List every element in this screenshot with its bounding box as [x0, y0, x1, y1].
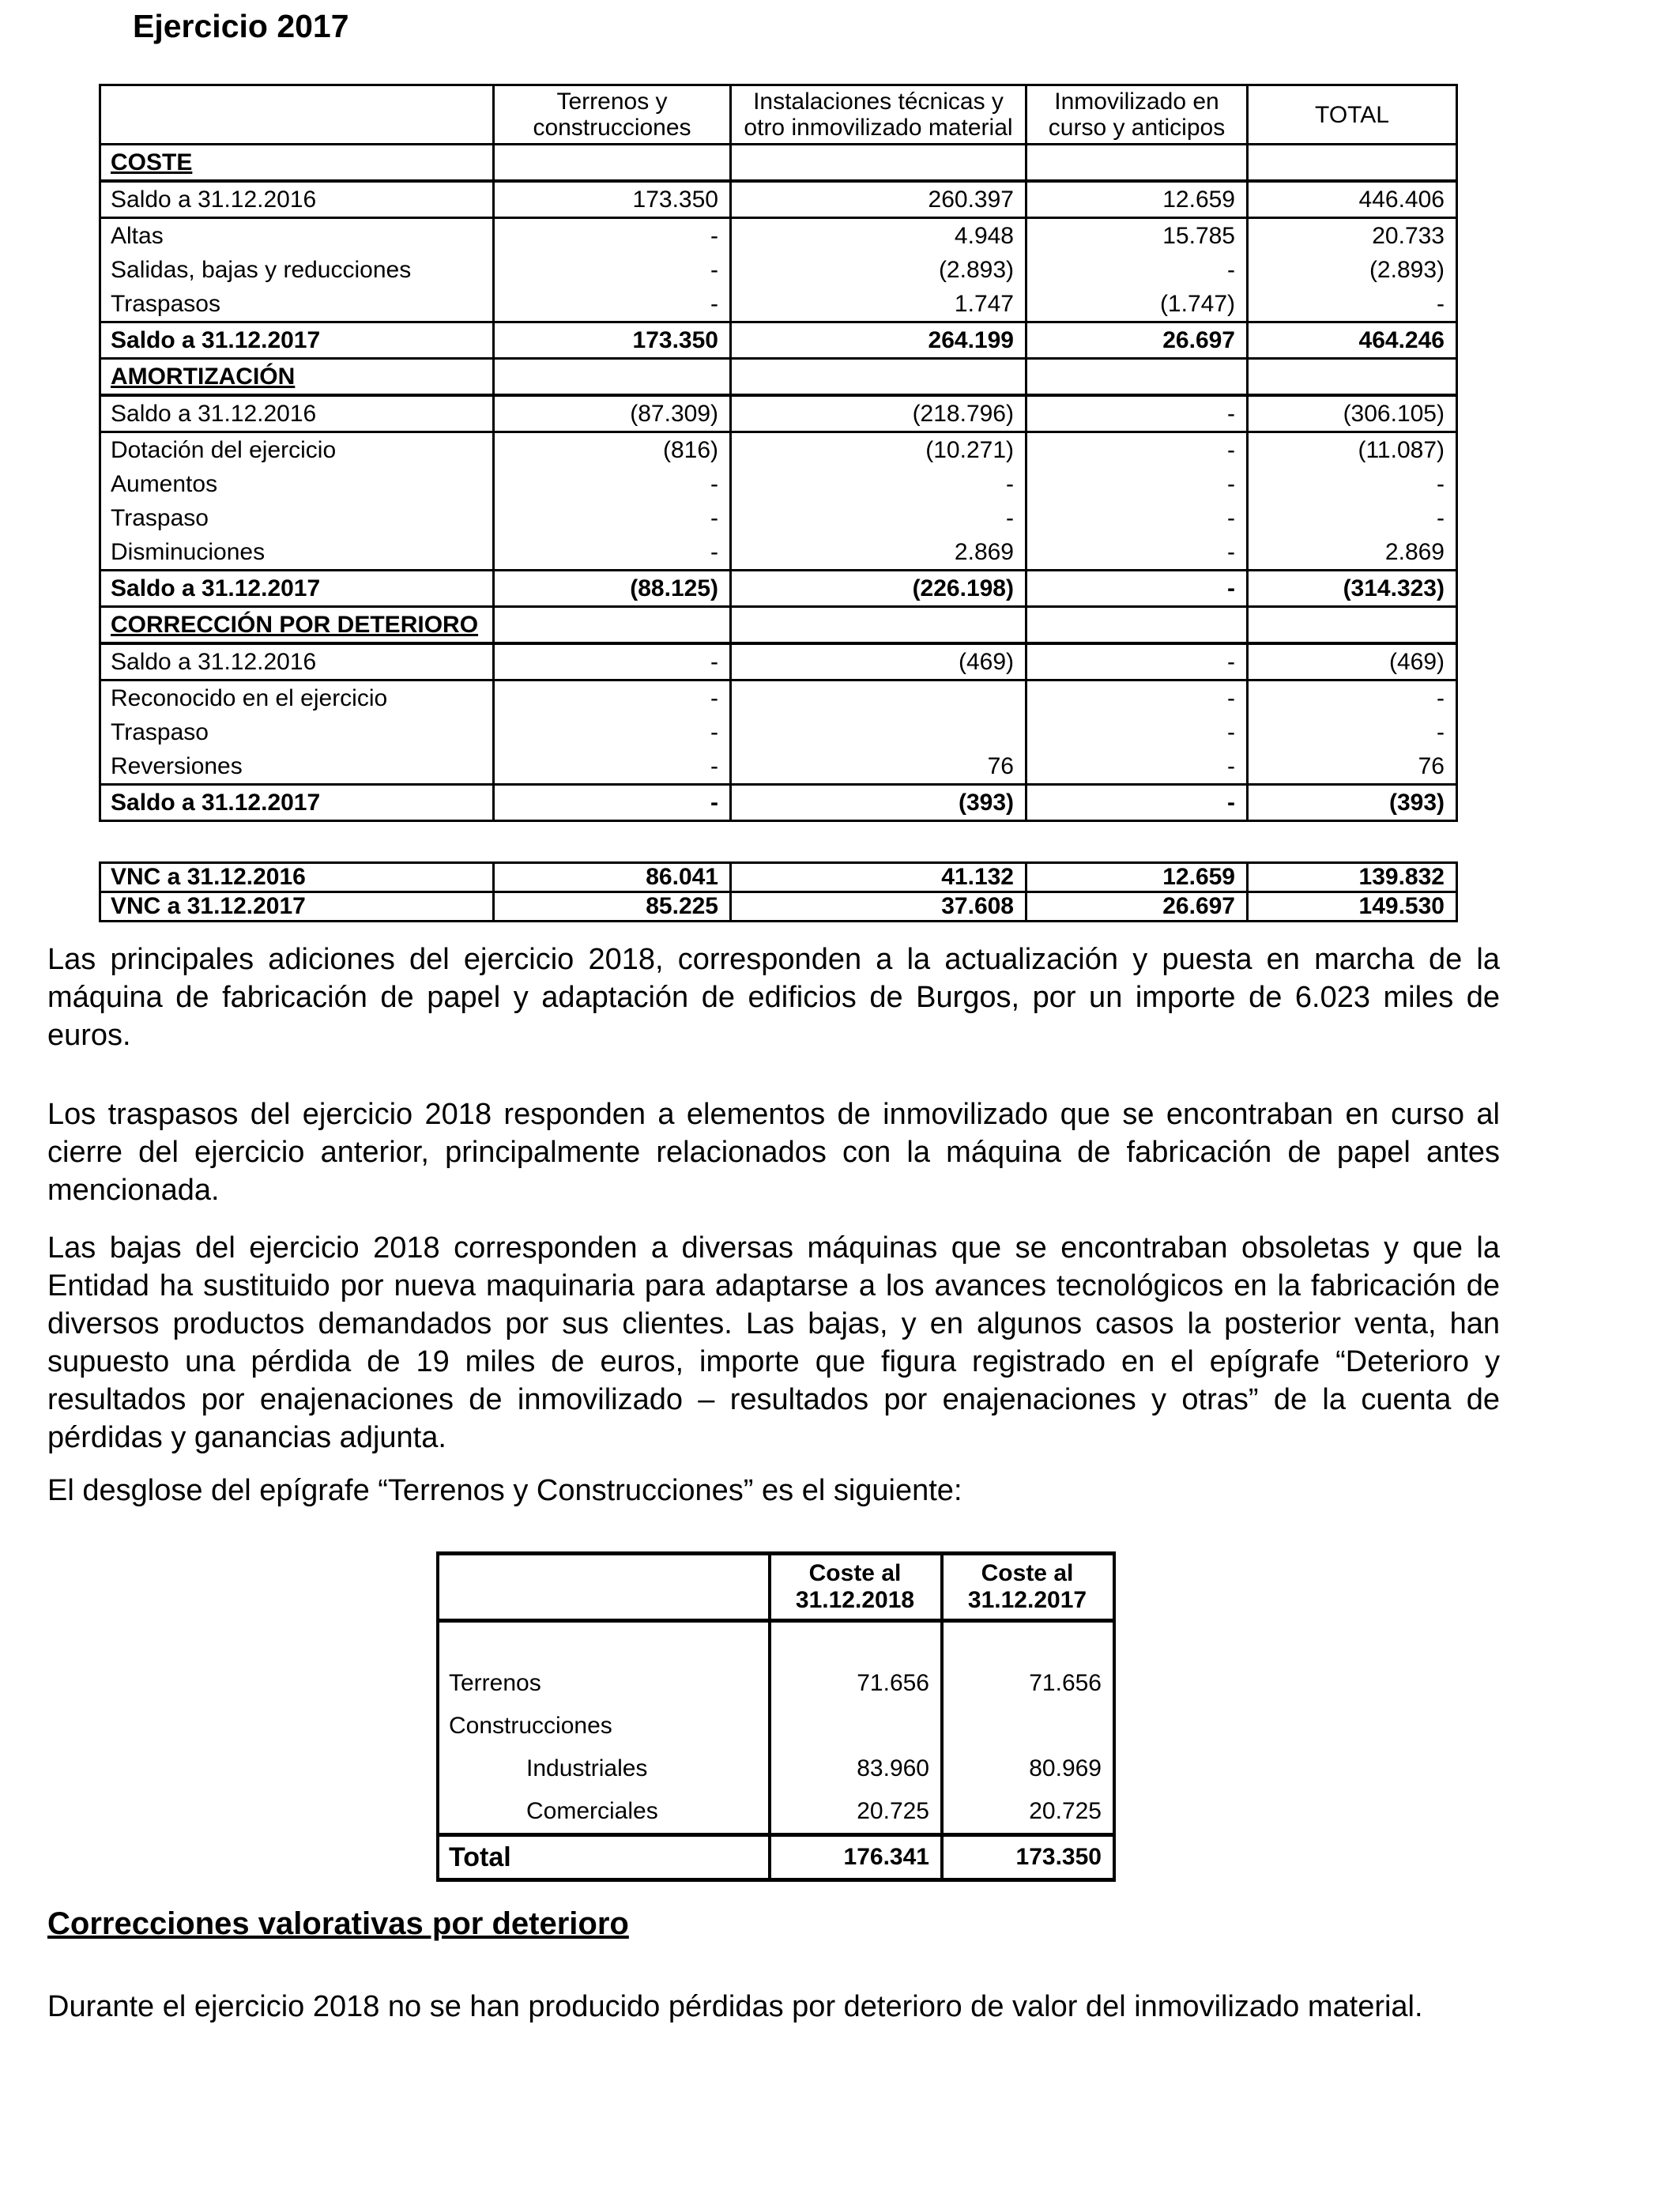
cell-2017: 71.656	[942, 1662, 1114, 1705]
table-row	[100, 680, 1457, 716]
row-label: Industriales	[438, 1747, 770, 1790]
vnc-row	[100, 892, 1457, 922]
cell-terrenos: -	[494, 467, 731, 501]
row-label: Traspaso	[100, 501, 494, 535]
paragraph-bajas: Las bajas del ejercicio 2018 corresponden a diversas máquinas que se encontraban obsoletas y que la Entidad ha sustituido por nueva maquinaria para adaptarse a los avances tecnológicos en la fabricación de diversos productos demandados por sus clientes. Las bajas, y en algunos casos la posterior venta, han supuesto una pérdida de 19 miles de euros, importe que figura registrado en el epígrafe “Deterioro y resultados por enajenaciones de inmovilizado – resultados por enajenaciones y otras” de la cuenta de pérdidas y ganancias adjunta.	[47, 1231, 1500, 1454]
cell-2018	[770, 1705, 942, 1747]
cell-total: (393)	[1248, 785, 1457, 821]
cell-total: 446.406	[1248, 181, 1457, 218]
cell-total: 464.246	[1248, 322, 1457, 359]
table-spacer-row	[100, 821, 1457, 863]
cell-instalaciones	[731, 607, 1026, 644]
cell-inmovilizado-curso: -	[1026, 680, 1248, 716]
cell-inmovilizado-curso: -	[1026, 571, 1248, 607]
table-row	[100, 715, 1457, 749]
cell-inmovilizado-curso: -	[1026, 253, 1248, 287]
row-label: Construcciones	[438, 1705, 770, 1747]
table-row	[100, 253, 1457, 287]
cell-terrenos: -	[494, 715, 731, 749]
cell-instalaciones	[731, 680, 1026, 716]
paragraph-desglose-intro: El desglose del epígrafe “Terrenos y Construcciones” es el siguiente:	[47, 1474, 962, 1507]
paragraph-correcciones: Durante el ejercicio 2018 no se han producido pérdidas por deterioro de valor del inmovilizado material.	[47, 1990, 1423, 2023]
row-label: Reconocido en el ejercicio	[100, 680, 494, 716]
row-label: VNC a 31.12.2016	[100, 863, 494, 892]
desglose-header-row	[438, 1554, 1114, 1621]
paragraph-adiciones: Las principales adiciones del ejercicio 2018, corresponden a la actualización y puesta en marcha de la máquina de fabricación de papel y adaptación de edificios de Burgos, por un importe de 6.023 miles de euros.	[47, 943, 1500, 1052]
cell-total: 139.832	[1248, 863, 1457, 892]
cell-total: -	[1248, 467, 1457, 501]
cell-instalaciones: -	[731, 501, 1026, 535]
header-cell-total: TOTAL	[1248, 85, 1457, 145]
vnc-row	[100, 863, 1457, 892]
cell-2018: 20.725	[770, 1790, 942, 1835]
header-cell-blank	[100, 85, 494, 145]
opening-balance-row	[100, 181, 1457, 218]
row-label: Traspasos	[100, 287, 494, 322]
opening-balance-row	[100, 643, 1457, 680]
cell-terrenos: 86.041	[494, 863, 731, 892]
section-heading-correcciones: Correcciones valorativas por deterioro	[47, 1906, 629, 1941]
cell-total: (2.893)	[1248, 253, 1457, 287]
cell-inmovilizado-curso: -	[1026, 395, 1248, 432]
cell-2018: 83.960	[770, 1747, 942, 1790]
cell-2018: 71.656	[770, 1662, 942, 1705]
cell-2017	[942, 1705, 1114, 1747]
row-label: AMORTIZACIÓN	[100, 359, 494, 396]
row-label: Saldo a 31.12.2016	[100, 643, 494, 680]
cell-instalaciones: 4.948	[731, 218, 1026, 254]
row-label: Disminuciones	[100, 535, 494, 571]
fixed-assets-table	[99, 84, 1458, 922]
table-row	[438, 1790, 1114, 1835]
cell-2017: 80.969	[942, 1747, 1114, 1790]
row-label: Aumentos	[100, 467, 494, 501]
row-label: VNC a 31.12.2017	[100, 892, 494, 922]
cell-instalaciones: (393)	[731, 785, 1026, 821]
cell-inmovilizado-curso: (1.747)	[1026, 287, 1248, 322]
cell-inmovilizado-curso: -	[1026, 501, 1248, 535]
cell-instalaciones: 260.397	[731, 181, 1026, 218]
cell-inmovilizado-curso	[1026, 607, 1248, 644]
cell-total: -	[1248, 680, 1457, 716]
cell-total: -	[1248, 715, 1457, 749]
section-header-row	[100, 145, 1457, 182]
closing-balance-row	[100, 785, 1457, 821]
terrenos-construcciones-table	[436, 1551, 1116, 1882]
cell-terrenos	[494, 145, 731, 182]
cell-total: (306.105)	[1248, 395, 1457, 432]
cell-instalaciones	[731, 145, 1026, 182]
cell-instalaciones: (2.893)	[731, 253, 1026, 287]
cell-terrenos: -	[494, 253, 731, 287]
cell-terrenos: -	[494, 785, 731, 821]
cell-inmovilizado-curso: -	[1026, 643, 1248, 680]
row-label: Dotación del ejercicio	[100, 432, 494, 468]
desglose-header-2017: Coste al 31.12.2017	[942, 1554, 1114, 1621]
cell-total	[1248, 145, 1457, 182]
total-2017: 173.350	[942, 1835, 1114, 1880]
cell-instalaciones: (469)	[731, 643, 1026, 680]
cell-instalaciones: -	[731, 467, 1026, 501]
cell-instalaciones: 41.132	[731, 863, 1026, 892]
cell-total: 76	[1248, 749, 1457, 785]
table-row	[100, 432, 1457, 468]
closing-balance-row	[100, 571, 1457, 607]
row-label: COSTE	[100, 145, 494, 182]
table-row	[100, 287, 1457, 322]
row-label: Salidas, bajas y reducciones	[100, 253, 494, 287]
cell-instalaciones	[731, 715, 1026, 749]
paragraph-traspasos: Los traspasos del ejercicio 2018 responden a elementos de inmovilizado que se encontraban en curso al cierre del ejercicio anterior, principalmente relacionados con la máquina de fabricación de papel antes mencionada.	[47, 1098, 1500, 1207]
cell-total: -	[1248, 287, 1457, 322]
cell-terrenos: -	[494, 218, 731, 254]
cell-instalaciones: 37.608	[731, 892, 1026, 922]
cell-terrenos	[494, 607, 731, 644]
cell-terrenos: -	[494, 643, 731, 680]
section-header-row	[100, 359, 1457, 396]
cell-total: 2.869	[1248, 535, 1457, 571]
cell-instalaciones: 76	[731, 749, 1026, 785]
cell-total: (469)	[1248, 643, 1457, 680]
row-label: Saldo a 31.12.2017	[100, 322, 494, 359]
desglose-spacer-row	[438, 1621, 1114, 1663]
cell-instalaciones: (226.198)	[731, 571, 1026, 607]
table-row	[100, 749, 1457, 785]
cell-inmovilizado-curso: 12.659	[1026, 181, 1248, 218]
cell-inmovilizado-curso	[1026, 359, 1248, 396]
table-row	[100, 467, 1457, 501]
cell-inmovilizado-curso: 15.785	[1026, 218, 1248, 254]
desglose-total-row	[438, 1835, 1114, 1880]
table-row	[438, 1662, 1114, 1705]
header-cell-instalaciones: Instalaciones técnicas y otro inmovilizado material	[731, 85, 1026, 145]
cell-terrenos: -	[494, 749, 731, 785]
cell-inmovilizado-curso: 26.697	[1026, 892, 1248, 922]
row-label: Comerciales	[438, 1790, 770, 1835]
row-label: CORRECCIÓN POR DETERIORO	[100, 607, 494, 644]
row-label: Saldo a 31.12.2016	[100, 395, 494, 432]
header-cell-inmovilizado-curso: Inmovilizado en curso y anticipos	[1026, 85, 1248, 145]
cell-instalaciones	[731, 359, 1026, 396]
cell-instalaciones: 264.199	[731, 322, 1026, 359]
row-label: Saldo a 31.12.2017	[100, 571, 494, 607]
cell-inmovilizado-curso: 26.697	[1026, 322, 1248, 359]
row-label: Traspaso	[100, 715, 494, 749]
cell-inmovilizado-curso: -	[1026, 715, 1248, 749]
cell-terrenos: 173.350	[494, 181, 731, 218]
table-header-row	[100, 85, 1457, 145]
cell-terrenos: (87.309)	[494, 395, 731, 432]
cell-instalaciones: (10.271)	[731, 432, 1026, 468]
cell-total: 149.530	[1248, 892, 1457, 922]
opening-balance-row	[100, 395, 1457, 432]
cell-instalaciones: 2.869	[731, 535, 1026, 571]
cell-terrenos: 173.350	[494, 322, 731, 359]
cell-terrenos: 85.225	[494, 892, 731, 922]
table-row	[100, 218, 1457, 254]
cell-inmovilizado-curso: -	[1026, 535, 1248, 571]
row-label: Saldo a 31.12.2016	[100, 181, 494, 218]
desglose-header-blank	[438, 1554, 770, 1621]
cell-terrenos: -	[494, 287, 731, 322]
cell-terrenos: -	[494, 680, 731, 716]
cell-terrenos: -	[494, 501, 731, 535]
cell-inmovilizado-curso: -	[1026, 467, 1248, 501]
cell-terrenos: (816)	[494, 432, 731, 468]
cell-terrenos	[494, 359, 731, 396]
cell-total: (11.087)	[1248, 432, 1457, 468]
cell-total: (314.323)	[1248, 571, 1457, 607]
cell-inmovilizado-curso: -	[1026, 749, 1248, 785]
row-label: Reversiones	[100, 749, 494, 785]
table-row	[438, 1705, 1114, 1747]
total-label: Total	[438, 1835, 770, 1880]
cell-total: -	[1248, 501, 1457, 535]
desglose-header-2018: Coste al 31.12.2018	[770, 1554, 942, 1621]
cell-terrenos: -	[494, 535, 731, 571]
section-header-row	[100, 607, 1457, 644]
table-row	[100, 535, 1457, 571]
cell-total: 20.733	[1248, 218, 1457, 254]
table-row	[100, 501, 1457, 535]
cell-inmovilizado-curso: 12.659	[1026, 863, 1248, 892]
cell-total	[1248, 359, 1457, 396]
cell-total	[1248, 607, 1457, 644]
cell-terrenos: (88.125)	[494, 571, 731, 607]
header-cell-terrenos: Terrenos y construcciones	[494, 85, 731, 145]
row-label: Saldo a 31.12.2017	[100, 785, 494, 821]
table-row	[438, 1747, 1114, 1790]
cell-instalaciones: (218.796)	[731, 395, 1026, 432]
closing-balance-row	[100, 322, 1457, 359]
cell-2017: 20.725	[942, 1790, 1114, 1835]
cell-inmovilizado-curso: -	[1026, 785, 1248, 821]
total-2018: 176.341	[770, 1835, 942, 1880]
row-label: Terrenos	[438, 1662, 770, 1705]
cell-inmovilizado-curso: -	[1026, 432, 1248, 468]
cell-instalaciones: 1.747	[731, 287, 1026, 322]
page-title: Ejercicio 2017	[133, 8, 349, 44]
cell-inmovilizado-curso	[1026, 145, 1248, 182]
row-label: Altas	[100, 218, 494, 254]
